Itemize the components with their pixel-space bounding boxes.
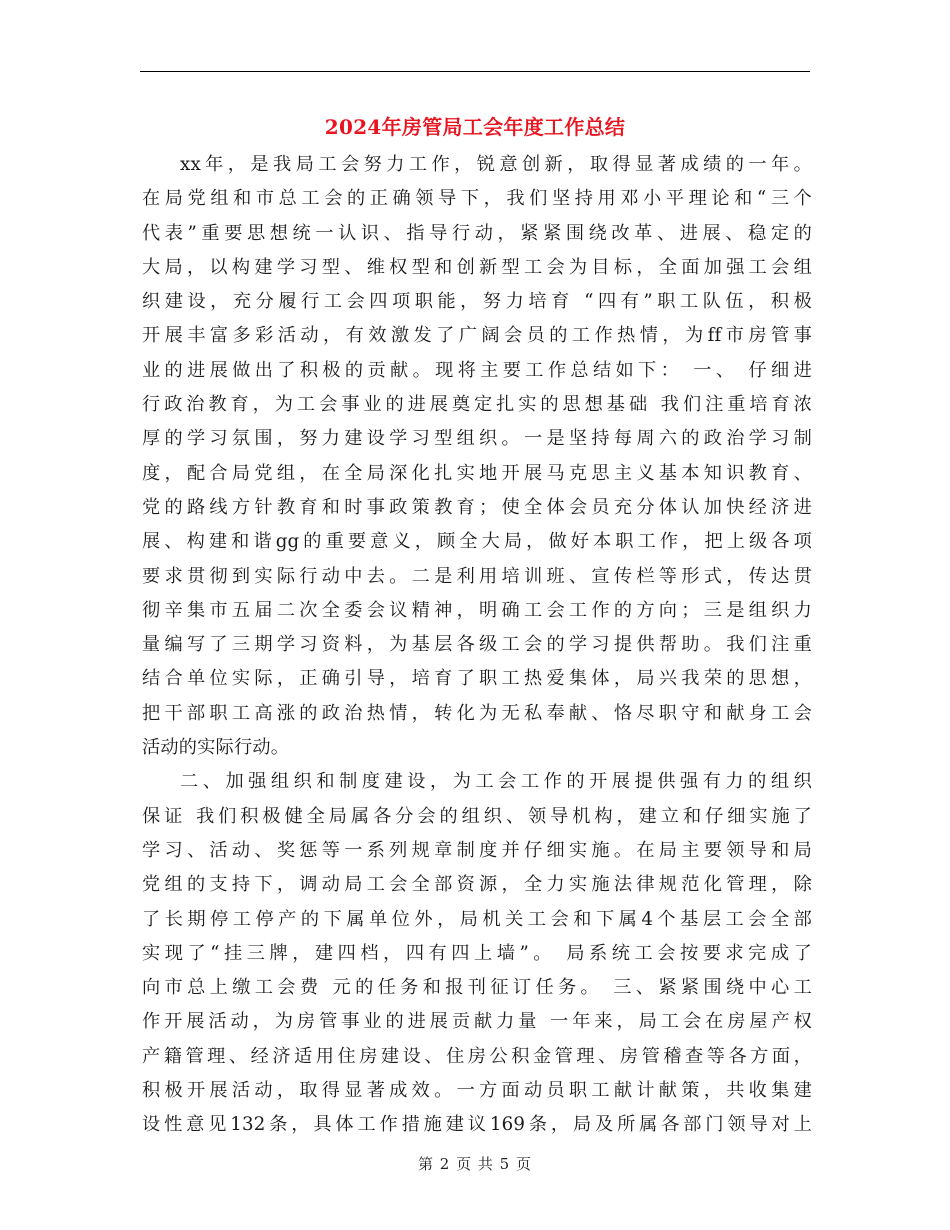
- text-line: 展、构建和谐gg的重要意义，顾全大局，做好本职工作，把上级各项: [142, 531, 812, 553]
- text-line: 二、加强组织和制度建设，为工会工作的开展提供强有力的组织: [180, 771, 812, 793]
- header-rule: [140, 71, 810, 72]
- text-line: 学习、活动、奖惩等一系列规章制度并仔细实施。在局主要领导和局: [142, 839, 812, 861]
- text-line: 厚的学习氛围，努力建设学习型组织。一是坚持每周六的政治学习制: [142, 428, 812, 450]
- text-line: 党组的支持下，调动局工会全部资源，全力实施法律规范化管理，除: [142, 874, 812, 896]
- text-line: 保证 我们积极健全局属各分会的组织、领导机构，建立和仔细实施了: [142, 805, 812, 827]
- text-line: 产籍管理、经济适用住房建设、住房公积金管理、房管稽查等各方面，: [142, 1045, 812, 1067]
- text-line: 在局党组和市总工会的正确领导下，我们坚持用邓小平理论和“三个: [142, 188, 812, 210]
- text-line: 行政治教育，为工会事业的进展奠定扎实的思想基础 我们注重培育浓: [142, 394, 812, 416]
- text-line: 量编写了三期学习资料，为基层各级工会的学习提供帮助。我们注重: [142, 634, 812, 656]
- text-line: 设性意见132条，具体工作措施建议169条，局及所属各部门领导对上: [142, 1114, 812, 1136]
- page-number: 第 2 页 共 5 页: [418, 1155, 532, 1173]
- text-line: 把干部职工高涨的政治热情，转化为无私奉献、恪尽职守和献身工会: [142, 702, 812, 724]
- paragraph-2: [142, 765, 812, 1142]
- document-title: 2024年房管局工会年度工作总结: [324, 115, 626, 139]
- text-line: 向市总上缴工会费 元的任务和报刊征订任务。 三、紧紧围绕中心工: [142, 977, 812, 999]
- text-line: 大局，以构建学习型、维权型和创新型工会为目标，全面加强工会组: [142, 256, 812, 278]
- paragraph-1: [142, 148, 812, 765]
- text-line: 作开展活动，为房管事业的进展贡献力量 一年来，局工会在房屋产权: [142, 1011, 812, 1033]
- text-line: 织建设，充分履行工会四项职能，努力培育 “四有”职工队伍，积极: [142, 291, 812, 313]
- text-line: 实现了“挂三牌，建四档，四有四上墙”。 局系统工会按要求完成了: [142, 942, 812, 964]
- document-body: [142, 148, 812, 1143]
- text-line: xx年，是我局工会努力工作，锐意创新，取得显著成绩的一年。: [180, 154, 812, 175]
- text-line: 活动的实际行动。: [142, 737, 290, 759]
- text-line: 积极开展活动，取得显著成效。一方面动员职工献计献策，共收集建: [142, 1080, 812, 1102]
- text-line: 度，配合局党组，在全局深化扎实地开展马克思主义基本知识教育、: [142, 462, 812, 484]
- text-line: 开展丰富多彩活动，有效激发了广阔会员的工作热情，为ff市房管事: [142, 325, 812, 347]
- text-line: 结合单位实际，正确引导，培育了职工热爱集体，局兴我荣的思想，: [142, 668, 812, 690]
- text-line: 业的进展做出了积极的贡献。现将主要工作总结如下： 一、 仔细进: [142, 359, 812, 381]
- text-line: 代表”重要思想统一认识、指导行动，紧紧围绕改革、进展、稳定的: [142, 222, 812, 244]
- text-line: 党的路线方针教育和时事政策教育；使全体会员充分体认加快经济进: [142, 496, 812, 518]
- text-line: 彻辛集市五届二次全委会议精神，明确工会工作的方向；三是组织力: [142, 599, 812, 621]
- text-line: 了长期停工停产的下属单位外，局机关工会和下属4个基层工会全部: [142, 908, 812, 930]
- text-line: 要求贯彻到实际行动中去。二是利用培训班、宣传栏等形式，传达贯: [142, 565, 812, 587]
